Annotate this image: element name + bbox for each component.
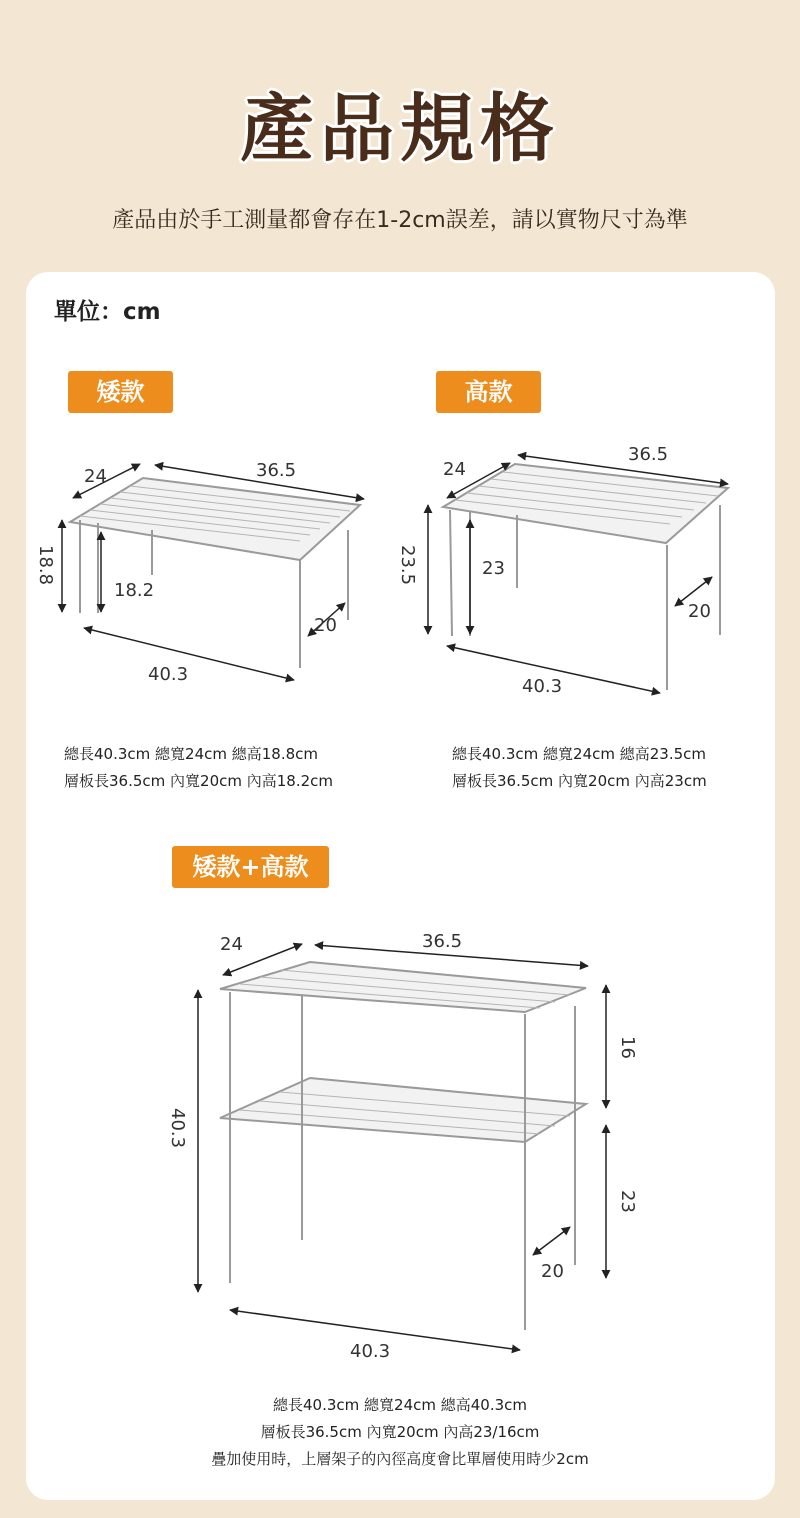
combo-height-label: 40.3 xyxy=(167,1108,188,1149)
combo-length-label: 36.5 xyxy=(422,931,463,952)
combo-upper-height-label: 16 xyxy=(617,1036,638,1059)
tall-inner-width-label: 20 xyxy=(688,601,711,622)
short-total-length-label: 40.3 xyxy=(148,664,189,685)
tall-spec-line: 總長40.3cm 總寬24cm 總高23.5cm xyxy=(452,745,706,763)
tall-depth-label: 24 xyxy=(443,459,466,480)
tag-tall: 高款 xyxy=(436,371,541,413)
combo-rack-shape xyxy=(220,962,586,1330)
tall-total-length-label: 40.3 xyxy=(522,676,563,697)
tall-inner-height-label: 23 xyxy=(482,558,505,579)
page-subtitle: 產品由於手工測量都會存在1-2cm誤差，請以實物尺寸為準 xyxy=(112,208,688,233)
tag-combo: 矮款+高款 xyxy=(172,846,329,888)
tag-short: 矮款 xyxy=(68,371,173,413)
combo-lower-height-label: 23 xyxy=(617,1190,638,1213)
combo-depth-label: 24 xyxy=(220,934,243,955)
tall-specs xyxy=(452,741,707,795)
short-spec-line: 總長40.3cm 總寬24cm 總高18.8cm xyxy=(64,745,318,763)
combo-total-length-label: 40.3 xyxy=(350,1341,391,1362)
combo-spec-line: 總長40.3cm 總寬24cm 總高40.3cm xyxy=(273,1396,527,1414)
short-length-label: 36.5 xyxy=(256,460,297,481)
combo-spec-line: 疊加使用時，上層架子的內徑高度會比單層使用時少2cm xyxy=(211,1450,589,1468)
short-depth-label: 24 xyxy=(84,466,107,487)
tall-length-label: 36.5 xyxy=(628,444,669,465)
unit-label: 單位：cm xyxy=(54,299,161,325)
short-inner-width-label: 20 xyxy=(314,615,337,636)
combo-inner-width-label: 20 xyxy=(541,1261,564,1282)
short-specs xyxy=(64,741,333,795)
combo-specs xyxy=(0,1392,800,1473)
combo-spec-line: 層板長36.5cm 內寬20cm 內高23/16cm xyxy=(260,1423,540,1441)
short-spec-line: 層板長36.5cm 內寬20cm 內高18.2cm xyxy=(64,772,333,790)
short-height-label: 18.8 xyxy=(35,545,56,586)
short-inner-height-label: 18.2 xyxy=(114,580,155,601)
tall-height-label: 23.5 xyxy=(397,545,418,586)
page-title: 產品規格 xyxy=(240,86,560,172)
tall-spec-line: 層板長36.5cm 內寬20cm 內高23cm xyxy=(452,772,707,790)
